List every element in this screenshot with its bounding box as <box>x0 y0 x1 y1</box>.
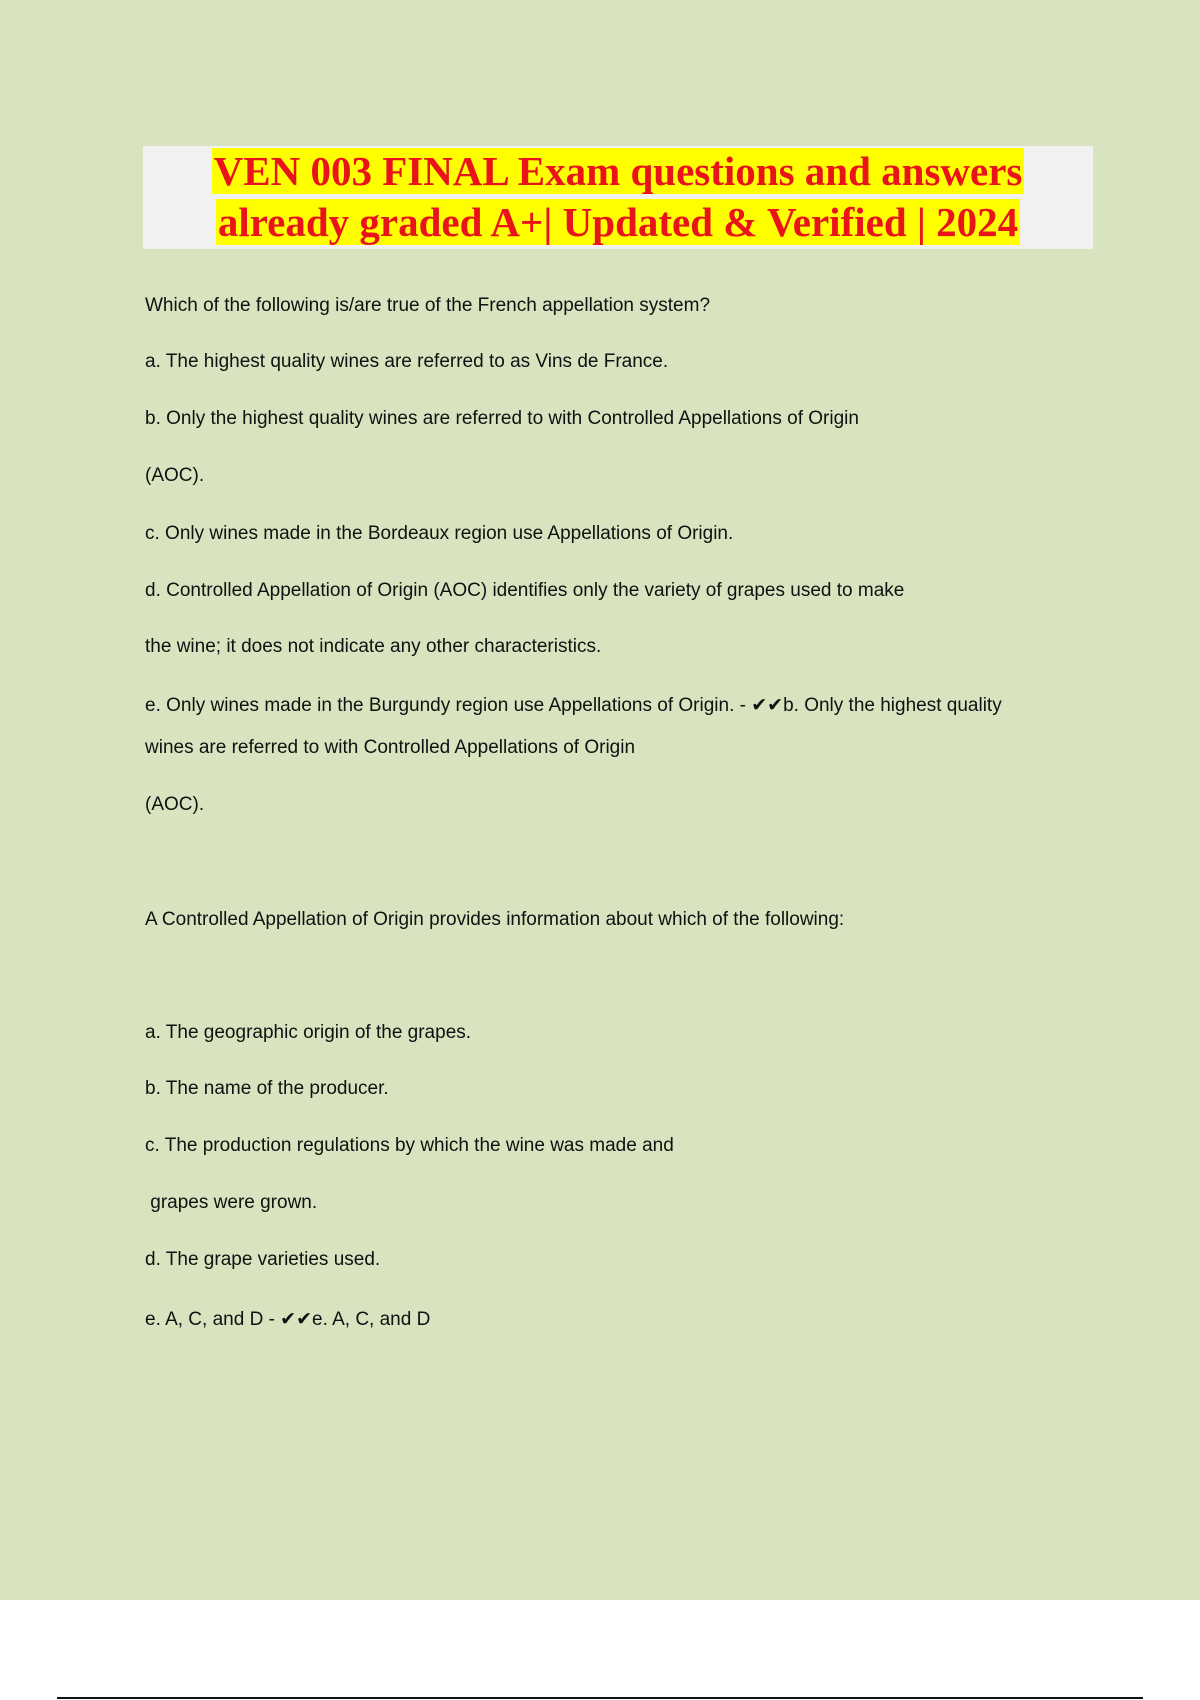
document-title <box>143 146 1093 248</box>
question-1-option-d: d. Controlled Appellation of Origin (AOC) identifies only the variety of grapes used to make <box>145 580 905 601</box>
question-1-prompt: Which of the following is/are true of the French appellation system? <box>145 295 711 316</box>
title-line-2: already graded A+| Updated & Verified | 2024 <box>217 199 1019 245</box>
question-2-option-d: d. The grape varieties used. <box>145 1249 381 1270</box>
question-2-option-c-continued: grapes were grown. <box>145 1192 318 1213</box>
footer-divider <box>57 1697 1143 1699</box>
question-1-option-a: a. The highest quality wines are referred to as Vins de France. <box>145 351 669 372</box>
question-2-option-a: a. The geographic origin of the grapes. <box>145 1022 472 1043</box>
title-box <box>143 146 1093 249</box>
question-2-option-c: c. The production regulations by which the wine was made and <box>145 1135 674 1156</box>
question-1-option-b: b. Only the highest quality wines are referred to with Controlled Appellations of Origin <box>145 408 859 429</box>
question-2-option-b: b. The name of the producer. <box>145 1078 389 1099</box>
question-1-answer-continued-2: (AOC). <box>145 794 205 815</box>
question-1-option-e-with-answer: e. Only wines made in the Burgundy region use Appellations of Origin. - ✔✔b. Only the highest quality <box>145 695 1002 716</box>
title-line-1: VEN 003 FINAL Exam questions and answers <box>213 148 1023 194</box>
question-1-option-c: c. Only wines made in the Bordeaux region use Appellations of Origin. <box>145 523 734 544</box>
question-1-answer-continued: wines are referred to with Controlled Appellations of Origin <box>145 737 636 758</box>
question-1-option-d-continued: the wine; it does not indicate any other characteristics. <box>145 636 602 657</box>
question-2-option-e-with-answer: e. A, C, and D - ✔✔e. A, C, and D <box>145 1309 431 1330</box>
question-1-option-b-continued: (AOC). <box>145 465 205 486</box>
question-2-prompt: A Controlled Appellation of Origin provides information about which of the following: <box>145 909 845 930</box>
